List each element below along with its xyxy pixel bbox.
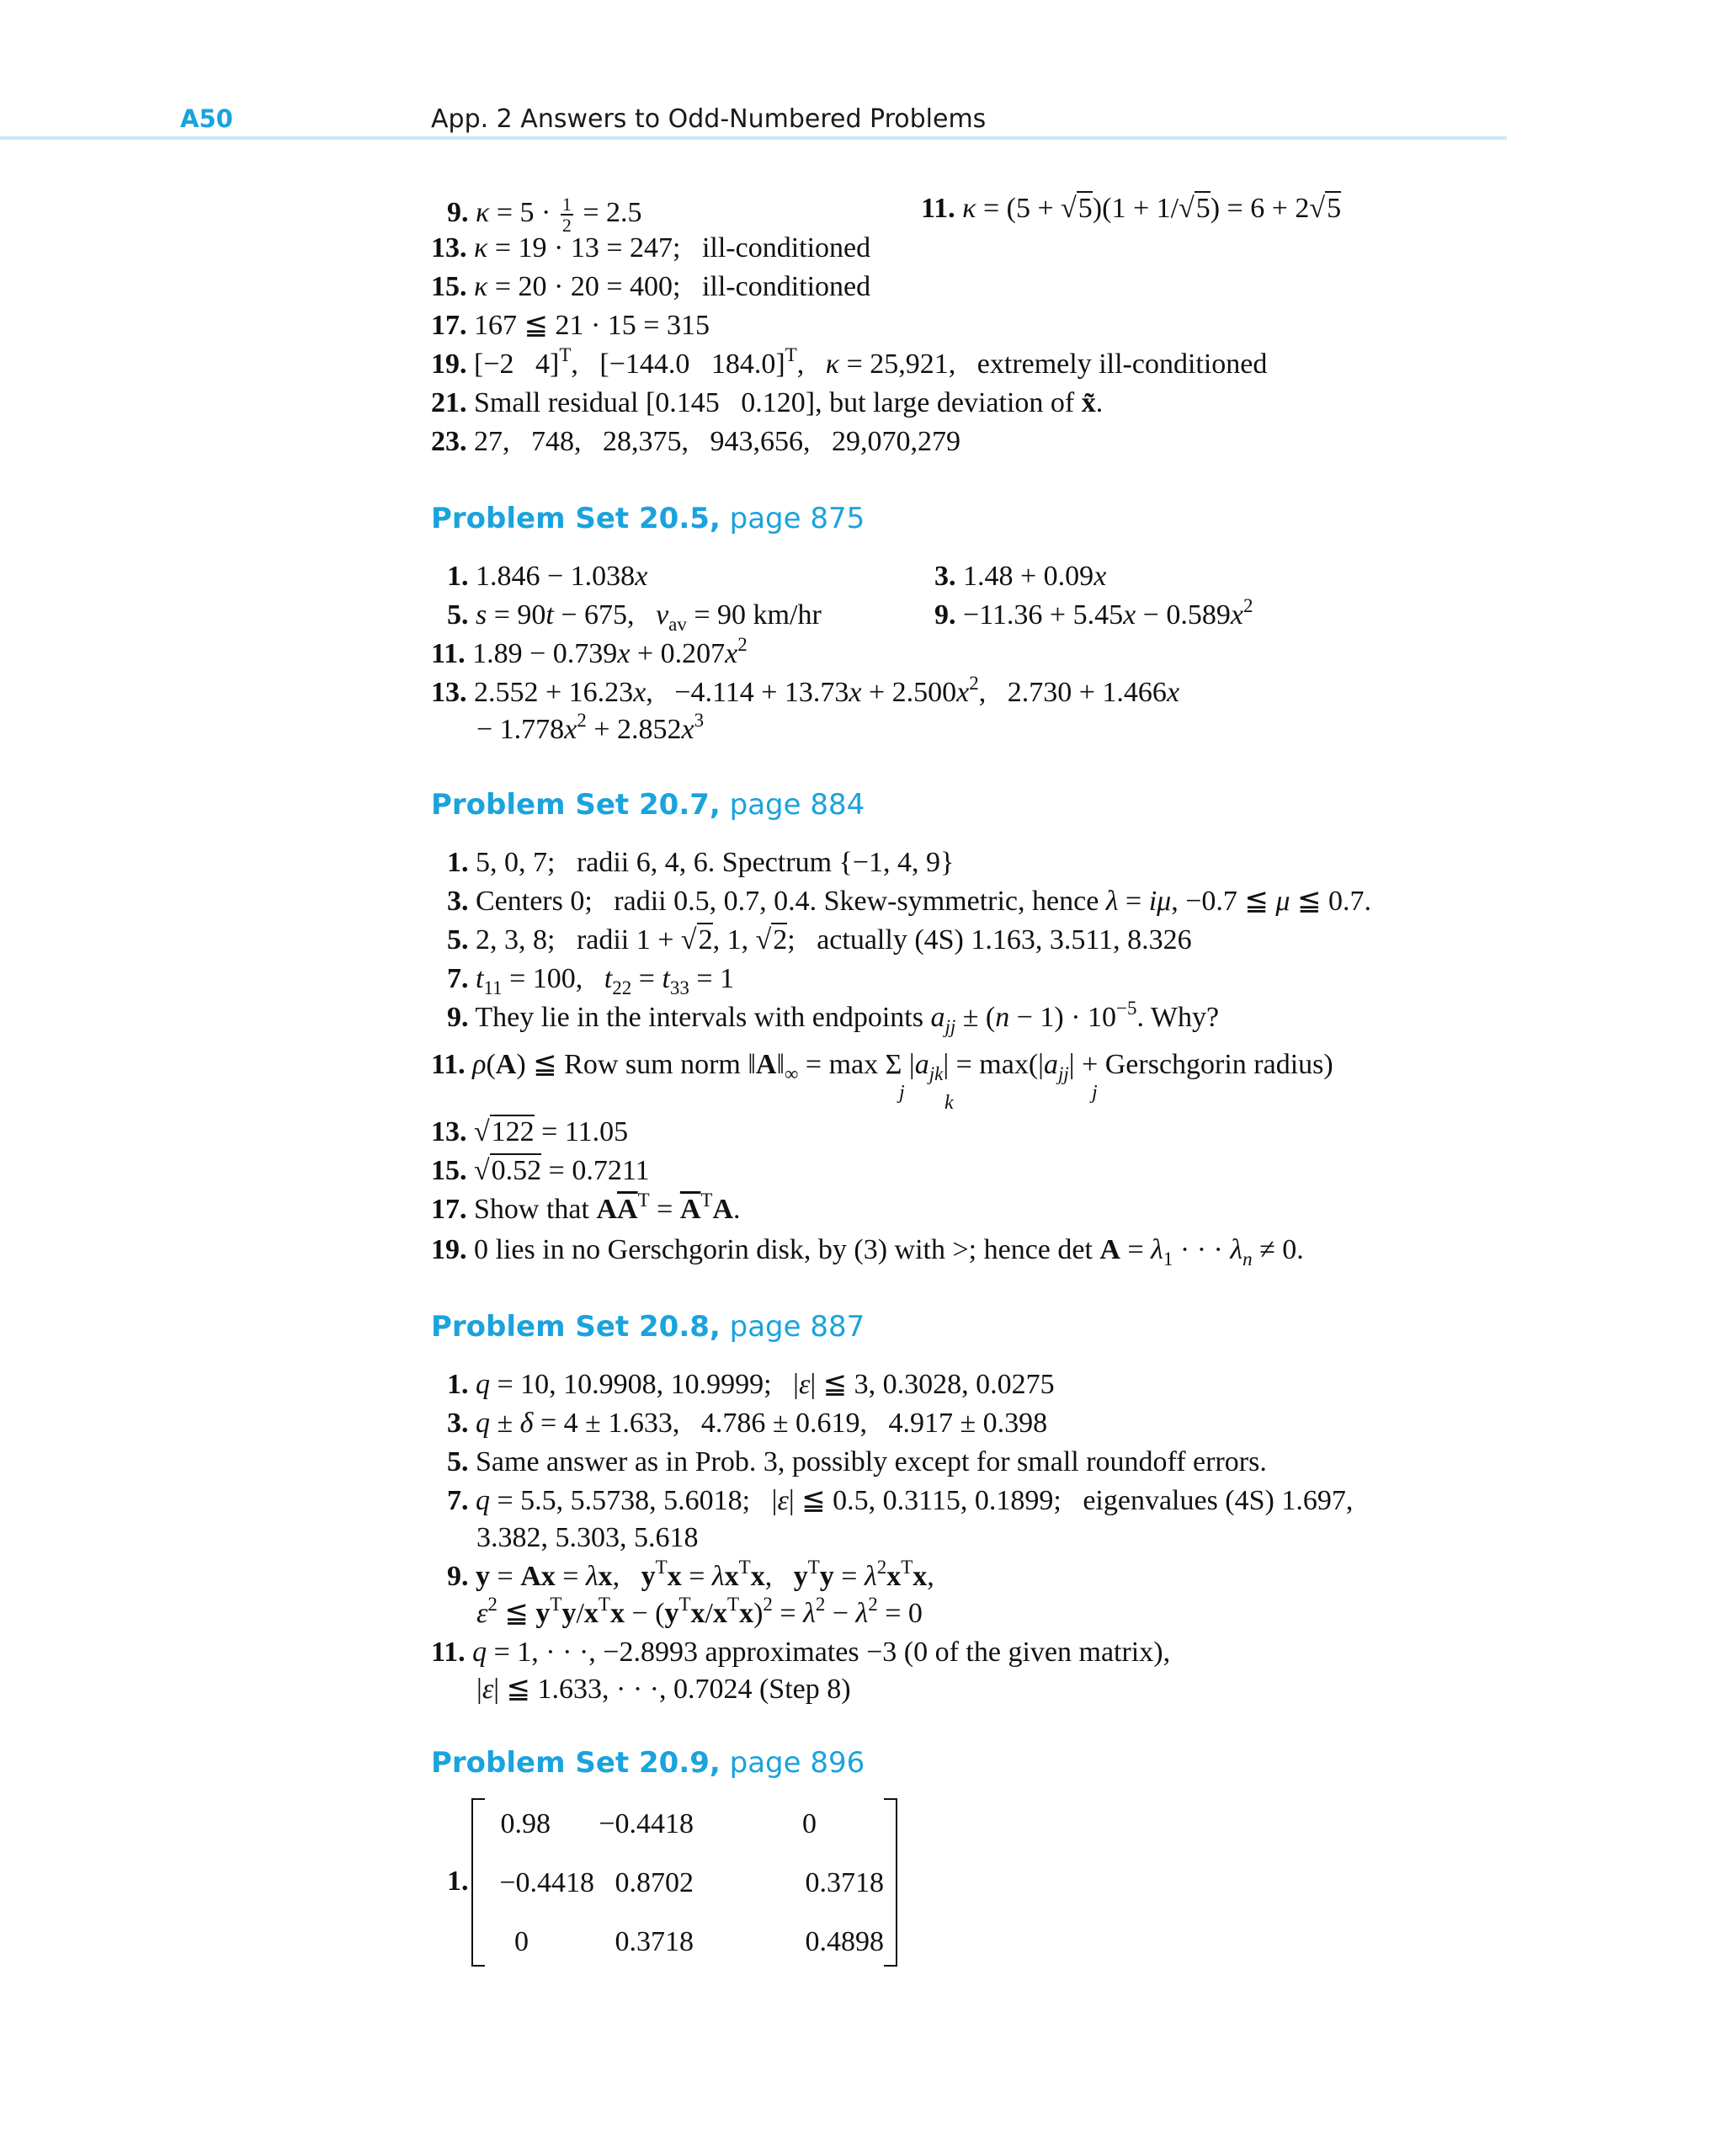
answer-20-7-13: 13. √122 = 11.05 [431,1116,629,1147]
matrix-cell-r1c1: 0.98 [500,1808,551,1839]
answer-20-7-5: 5. 2, 3, 8; radii 1 + √2, 1, √2; actually (4S) 1.163, 3.511, 8.326 [447,924,1192,956]
answer-20-7-11: 11. ρ(A) ≦ Row sum norm $‖A‖_\infty = \max \Sigma$ $|a_{jk}| = \max(|a_{jj}|$ + Gerschgorin radius) [431,1049,1333,1084]
answer-21: 21. Small residual [0.145 0.120], but large deviation of x̃. [431,387,1104,418]
matrix-cell-r2c1: −0.4418 [499,1867,594,1898]
answer-20-8-7-cont: 3.382, 5.303, 5.618 [476,1522,699,1553]
matrix-cell-r1c2: −0.4418 [599,1808,694,1839]
heading-problem-set-20-7: Problem Set 20.7, page 884 [431,788,865,822]
answer-20-5-9: 9. $-11.36 + 5.45x - 0.589x^2$ [934,595,1253,631]
answer-20-8-3: 3. q ± δ = 4 ± 1.633, 4.786 ± 0.619, 4.917 ± 0.398 [447,1408,1048,1439]
answer-23: 23. 27, 748, 28,375, 943,656, 29,070,279 [431,426,960,457]
answer-20-5-11: 11. $1.89 - 0.739x + 0.207x^2$ [431,634,748,669]
heading-problem-set-20-9: Problem Set 20.9, page 896 [431,1746,865,1780]
answer-20-7-11-max-index-j: j [899,1082,905,1104]
heading-problem-set-20-8: Problem Set 20.8, page 887 [431,1310,865,1344]
answer-20-8-11-cont: |ε| ≦ 1.633, · · ·, 0.7024 (Step 8) [476,1674,851,1705]
matrix-cell-r2c2: 0.8702 [615,1867,694,1898]
matrix-right-bracket [884,1798,897,1967]
answer-11-kappa: 11. κ = (5 + √5)(1 + 1/√5) = 6 + 2√5 [921,193,1342,224]
answer-20-7-9: 9. They lie in the intervals with endpoints $a_{jj} \pm (n - 1) \cdot 10^{-5}$. Why? [447,998,1220,1037]
answer-20-8-11: 11. q = 1, · · ·, −2.8993 approximates −3 (0 of the given matrix), [431,1637,1171,1668]
matrix-cell-r3c3: 0.4898 [805,1926,884,1957]
answer-13-kappa: 13. κ = 19 · 13 = 247; ill-conditioned [431,232,871,264]
matrix-cell-r3c2: 0.3718 [615,1926,694,1957]
running-title: App. 2 Answers to Odd-Numbered Problems [431,104,987,134]
answer-19: 19. [−2 4]$^T$, [−144.0 184.0]$^T$, κ = 25,921, extremely ill-conditioned [431,344,1268,380]
page-number: A50 [180,104,233,133]
answer-20-9-1-matrix [471,1798,897,1963]
answer-17: 17. 167 ≦ 21 · 15 = 315 [431,310,710,341]
answer-20-8-7: 7. q = 5.5, 5.5738, 5.6018; |ε| ≦ 0.5, 0.3115, 0.1899; eigenvalues (4S) 1.697, [447,1485,1354,1516]
answer-20-7-15: 15. √0.52 = 0.7211 [431,1155,650,1186]
answer-20-5-3: 3. 1.48 + 0.09x [934,561,1107,592]
matrix-cell-r2c3: 0.3718 [805,1867,884,1898]
matrix-cell-r1c3: 0 [802,1808,817,1839]
answer-20-9-1-label: 1. [447,1866,469,1897]
answer-15-kappa: 15. κ = 20 · 20 = 400; ill-conditioned [431,271,871,302]
heading-problem-set-20-5: Problem Set 20.5, page 875 [431,502,865,535]
answer-20-7-1: 1. 5, 0, 7; radii 6, 4, 6. Spectrum {−1, 4, 9} [447,847,955,878]
answer-20-5-13-cont: − $1.778x^2 + 2.852x^3$ [476,710,705,745]
answer-20-7-19: 19. 0 lies in no Gerschgorin disk, by (3) with >; hence $\det A = \lambda_1$ · · · $\lambda_n \ne 0$. [431,1234,1304,1270]
answer-20-7-17: 17. Show that $A\overline{A}^T = \overline{A}^TA$. [431,1190,741,1225]
answer-20-7-3: 3. Centers 0; radii 0.5, 0.7, 0.4. Skew-symmetric, hence λ = iμ, −0.7 ≦ μ ≦ 0.7. [447,886,1371,917]
answer-9-kappa: 9. κ = 5 · $\frac{1}{2}$ = 2.5 [447,194,642,237]
answer-20-7-11-max-index-j2: j [1092,1082,1098,1104]
answer-20-5-13: 13. 2.552 + 16.23x, $-4.114 + 13.73x + 2.500x^2$, 2.730 + 1.466x [431,673,1180,708]
matrix-cell-r3c1: 0 [514,1926,529,1957]
header-rule [0,136,1507,140]
answer-20-5-1: 1. 1.846 − 1.038x [447,561,648,592]
matrix-left-bracket [471,1798,485,1967]
answer-20-7-11-sum-index-k: k [944,1092,954,1114]
answer-20-8-9-cont: $\varepsilon^2$ ≦ $y^Ty/x^Tx - (y^Tx/x^Tx)^2 = \lambda^2 - \lambda^2 = 0$ [476,1594,923,1629]
answer-20-8-5: 5. Same answer as in Prob. 3, possibly except for small roundoff errors. [447,1446,1267,1477]
answer-20-5-5: 5. s = 90t − 675, $v_{av} = 90$ km/hr [447,599,822,635]
answer-20-7-7: 7. $t_{11} = 100$, $t_{22} = t_{33} = 1$ [447,963,735,998]
answer-20-8-1: 1. q = 10, 10.9908, 10.9999; |ε| ≦ 3, 0.3028, 0.0275 [447,1369,1055,1400]
answer-20-8-9: 9. y = Ax = λx, $y^Tx = \lambda x^Tx$, $y^Ty = \lambda^2x^Tx$, [447,1557,934,1592]
